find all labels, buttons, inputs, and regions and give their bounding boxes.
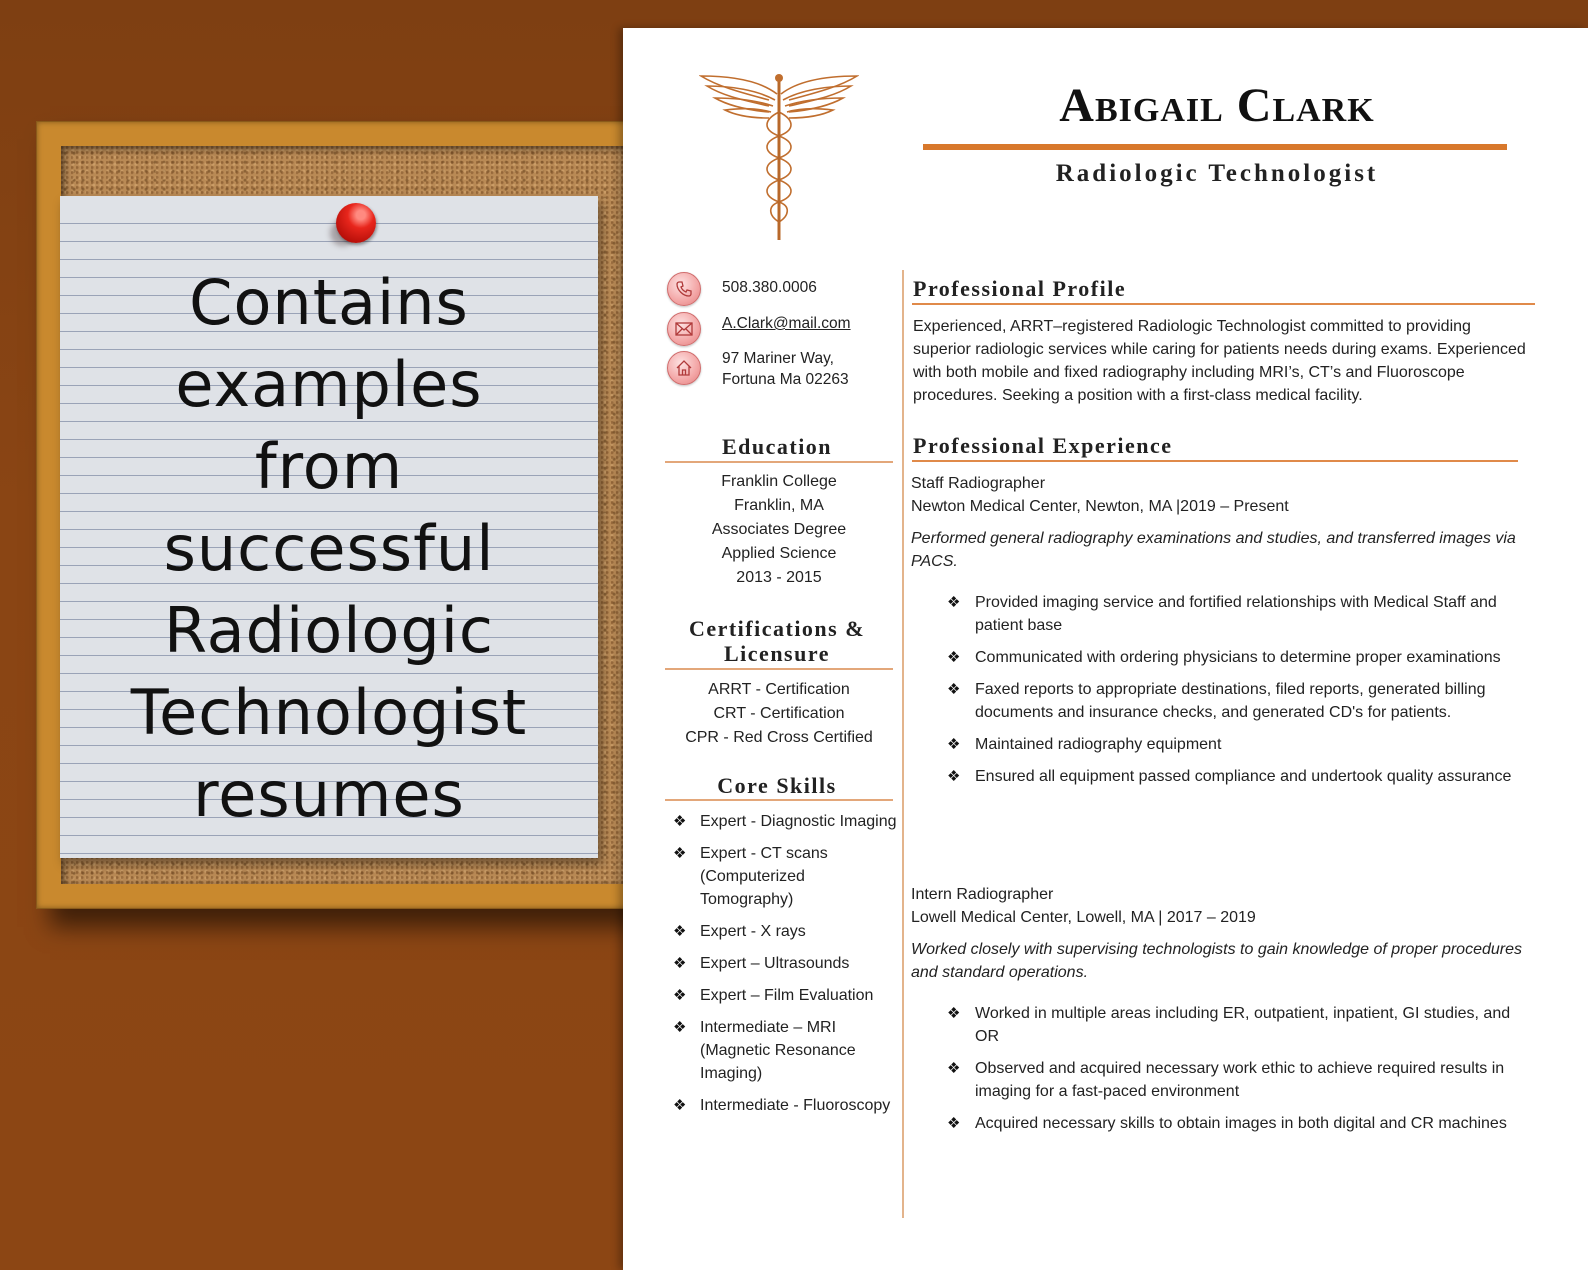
diamond-bullet-icon: ❖ — [673, 987, 687, 1004]
skill-item: ❖ Expert - CT scans (Computerized Tomography) — [673, 842, 901, 911]
certifications-list — [663, 678, 895, 750]
experience-rule — [912, 460, 1518, 462]
job-role: Intern Radiographer — [911, 886, 1054, 903]
column-divider — [902, 270, 904, 1218]
job-description: Performed general radiography examinations and studies, and transferred images via PACS. — [911, 530, 1516, 570]
skill-item: ❖ Intermediate – MRI (Magnetic Resonance Imaging) — [673, 1016, 901, 1085]
education-line: Franklin, MA — [734, 497, 824, 514]
note-line: examples — [175, 348, 483, 421]
skills-rule — [665, 799, 893, 801]
certifications-heading-line-2: Licensure — [724, 641, 830, 666]
skill-item: ❖ Intermediate - Fluoroscopy — [673, 1094, 901, 1117]
diamond-bullet-icon: ❖ — [673, 923, 687, 940]
job-bullet: ❖ Provided imaging service and fortified relationships with Medical Staff and patient base — [947, 591, 1535, 637]
note-line: resumes — [193, 758, 465, 831]
education-line: Franklin College — [721, 473, 837, 490]
address-line-1: 97 Mariner Way, — [722, 350, 834, 367]
diamond-bullet-icon: ❖ — [947, 736, 961, 753]
job-bullet: ❖ Acquired necessary skills to obtain images in both digital and CR machines — [947, 1112, 1535, 1135]
pushpin-icon — [336, 203, 376, 243]
contact-email[interactable] — [722, 313, 851, 334]
job-role: Staff Radiographer — [911, 475, 1046, 492]
candidate-title: Radiologic Technologist — [1055, 160, 1379, 187]
job-entry — [911, 883, 1541, 1144]
name-divider — [923, 144, 1507, 150]
skill-item: ❖ Expert – Film Evaluation — [673, 984, 901, 1007]
candidate-name: Abigail Clark — [1059, 79, 1375, 132]
job-bullet: ❖ Worked in multiple areas including ER, outpatient, inpatient, GI studies, and OR — [947, 1002, 1535, 1048]
experience-heading: Professional Experience — [913, 433, 1173, 458]
job-employer: Newton Medical Center, Newton, MA |2019 – Present — [911, 498, 1289, 515]
job-bullet: ❖ Ensured all equipment passed compliance and undertook quality assurance — [947, 765, 1535, 788]
certifications-rule — [665, 668, 893, 670]
note-line: successful — [163, 512, 495, 585]
diamond-bullet-icon: ❖ — [947, 649, 961, 666]
note-line: from — [254, 430, 404, 503]
phone-icon — [667, 272, 701, 306]
skills-list — [673, 810, 901, 1126]
certification-item: CRT - Certification — [713, 705, 845, 722]
diamond-bullet-icon: ❖ — [947, 1060, 961, 1077]
job-bullet: ❖ Faxed reports to appropriate destinations, filed reports, generated billing documents and insurance checks, and generated CD's for patients. — [947, 678, 1535, 724]
education-rule — [665, 461, 893, 463]
job-bullet: ❖ Communicated with ordering physicians to determine proper examinations — [947, 646, 1535, 669]
certifications-heading-line-1: Certifications & — [688, 616, 866, 641]
job-bullets — [911, 1002, 1541, 1135]
note-line: Contains — [189, 266, 469, 339]
skill-item: ❖ Expert – Ultrasounds — [673, 952, 901, 975]
diamond-bullet-icon: ❖ — [673, 813, 687, 830]
envelope-icon — [667, 312, 701, 346]
education-line: Applied Science — [721, 545, 837, 562]
diamond-bullet-icon: ❖ — [947, 681, 961, 698]
diamond-bullet-icon: ❖ — [673, 1019, 687, 1036]
job-description: Worked closely with supervising technologists to gain knowledge of proper procedures and standard operations. — [911, 941, 1522, 981]
certification-item: ARRT - Certification — [708, 681, 850, 698]
resume-page — [623, 28, 1588, 1270]
diamond-bullet-icon: ❖ — [947, 594, 961, 611]
email-link[interactable]: A.Clark@mail.com — [722, 315, 851, 332]
diamond-bullet-icon: ❖ — [947, 768, 961, 785]
diamond-bullet-icon: ❖ — [673, 955, 687, 972]
contact-address — [722, 348, 849, 390]
caduceus-icon — [699, 72, 859, 242]
education-heading: Education — [721, 434, 833, 459]
job-bullet: ❖ Maintained radiography equipment — [947, 733, 1535, 756]
skill-item: ❖ Expert - Diagnostic Imaging — [673, 810, 901, 833]
home-icon — [667, 351, 701, 385]
skill-item: ❖ Expert - X rays — [673, 920, 901, 943]
diamond-bullet-icon: ❖ — [673, 845, 687, 862]
diamond-bullet-icon: ❖ — [947, 1005, 961, 1022]
profile-heading: Professional Profile — [913, 276, 1127, 301]
certification-item: CPR - Red Cross Certified — [685, 729, 873, 746]
job-employer: Lowell Medical Center, Lowell, MA | 2017 – 2019 — [911, 909, 1256, 926]
note-line: Radiologic — [163, 594, 495, 667]
contact-phone: 508.380.0006 — [722, 279, 817, 296]
profile-rule — [912, 303, 1535, 305]
skills-heading: Core Skills — [717, 773, 837, 798]
job-bullet: ❖ Observed and acquired necessary work ethic to achieve required results in imaging for a fast-paced environment — [947, 1057, 1535, 1103]
diamond-bullet-icon: ❖ — [947, 1115, 961, 1132]
address-line-2: Fortuna Ma 02263 — [722, 371, 849, 388]
diamond-bullet-icon: ❖ — [673, 1097, 687, 1114]
education-line: Associates Degree — [711, 521, 847, 538]
note-handwriting — [60, 262, 598, 836]
certifications-heading — [661, 616, 893, 666]
note-line: Technologist — [130, 676, 528, 749]
job-entry — [911, 472, 1541, 797]
education-details — [663, 470, 895, 590]
education-line: 2013 - 2015 — [736, 569, 822, 586]
job-bullets — [911, 591, 1541, 788]
profile-text: Experienced, ARRT–registered Radiologic Technologist committed to providing superior radiologic services while caring for patients needs during exams. Experienced with both mobile and fixed radiography including MRI’s, CT’s and Fluoroscope procedures. Seeking a position with a first-class medical facility. — [913, 318, 1526, 404]
